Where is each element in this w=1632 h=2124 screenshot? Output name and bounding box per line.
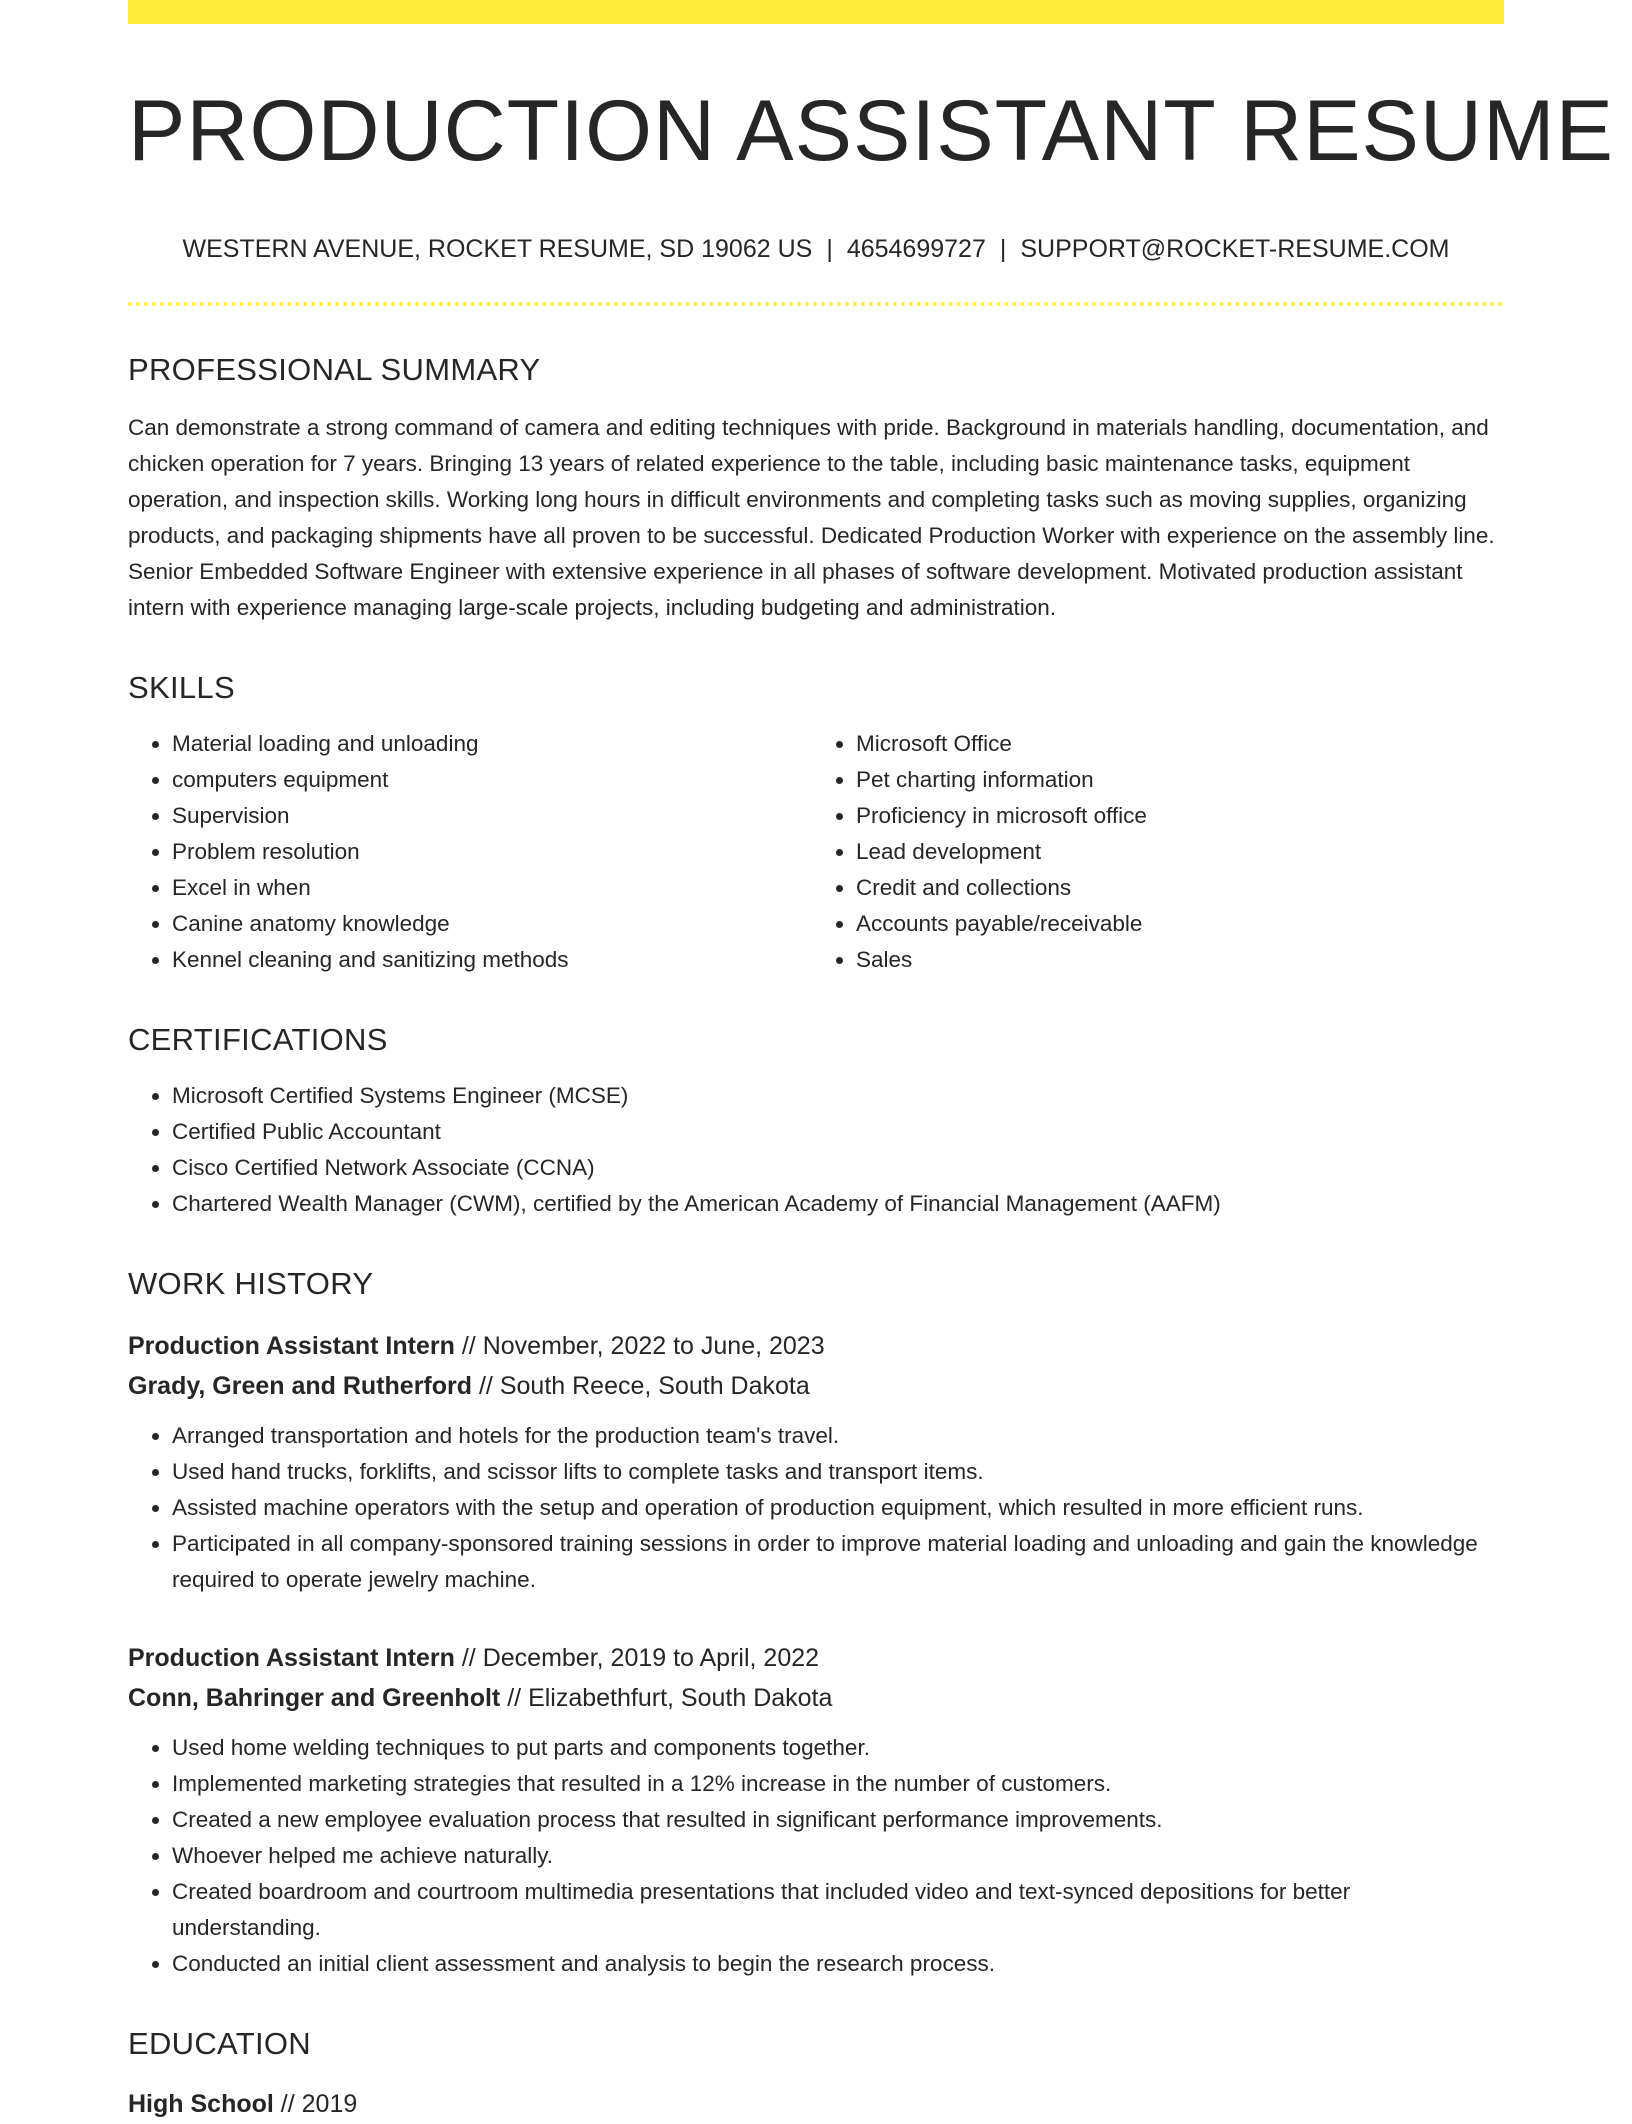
job-entry — [128, 1326, 1504, 1598]
job-role: Production Assistant Intern — [128, 1643, 455, 1672]
job-bullet: • Arranged transportation and hotels for the production team's travel. — [172, 1418, 1504, 1454]
job-dates: December, 2019 to April, 2022 — [482, 1643, 820, 1672]
job-separator: // — [478, 1371, 493, 1400]
job-bullet: • Created a new employee evaluation process that resulted in significant performance improvements. — [172, 1802, 1504, 1838]
job-role: Production Assistant Intern — [128, 1331, 455, 1360]
skill-item: • Microsoft Office — [856, 726, 1490, 762]
contact-separator: | — [826, 234, 833, 263]
job-title-line — [128, 1326, 1504, 1366]
skill-item: • Excel in when — [172, 870, 806, 906]
education-school: High School — [128, 2089, 274, 2118]
skill-item: • Supervision — [172, 798, 806, 834]
job-company-line — [128, 1678, 1504, 1718]
resume-title: PRODUCTION ASSISTANT RESUME — [128, 83, 1615, 179]
job-dates: November, 2022 to June, 2023 — [482, 1331, 825, 1360]
skill-item: • Accounts payable/receivable — [856, 906, 1490, 942]
job-separator: // — [461, 1331, 476, 1360]
skill-item: • Proficiency in microsoft office — [856, 798, 1490, 834]
job-company: Conn, Bahringer and Greenholt — [128, 1683, 501, 1712]
education-year: 2019 — [301, 2089, 358, 2118]
job-location: South Reece, South Dakota — [499, 1371, 810, 1400]
job-bullet: • Created boardroom and courtroom multimedia presentations that included video and text-synced depositions for better understanding. — [172, 1874, 1504, 1946]
job-company: Grady, Green and Rutherford — [128, 1371, 473, 1400]
contact-line — [128, 235, 1504, 264]
skills-heading: SKILLS — [128, 669, 235, 705]
job-bullet: • Participated in all company-sponsored training sessions in order to improve material loading and unloading and gain the knowledge required to operate jewelry machine. — [172, 1526, 1504, 1598]
certifications-list — [128, 1078, 1504, 1222]
job-bullet: • Assisted machine operators with the setup and operation of production equipment, which resulted in more efficient runs. — [172, 1490, 1504, 1526]
certification-item: • Microsoft Certified Systems Engineer (MCSE) — [172, 1078, 1504, 1114]
skill-item: • Material loading and unloading — [172, 726, 806, 762]
job-bullet: • Used home welding techniques to put parts and components together. — [172, 1730, 1504, 1766]
skill-item: • Problem resolution — [172, 834, 806, 870]
job-bullets — [128, 1730, 1504, 1982]
job-separator: // — [461, 1643, 476, 1672]
contact-phone: 4654699727 — [846, 234, 986, 263]
top-accent-bar — [128, 0, 1504, 24]
job-separator: // — [507, 1683, 522, 1712]
contact-separator: | — [999, 234, 1007, 263]
education-separator: // — [280, 2089, 295, 2118]
job-bullet: • Whoever helped me achieve naturally. — [172, 1838, 1504, 1874]
skill-item: • Kennel cleaning and sanitizing methods — [172, 942, 806, 978]
job-location: Elizabethfurt, South Dakota — [528, 1683, 833, 1712]
dotted-divider — [128, 302, 1504, 306]
job-bullet: • Conducted an initial client assessment and analysis to begin the research process. — [172, 1946, 1504, 1982]
certifications-heading: CERTIFICATIONS — [128, 1021, 388, 1057]
resume-page — [128, 0, 1615, 2124]
job-bullet: • Used hand trucks, forklifts, and scissor lifts to complete tasks and transport items. — [172, 1454, 1504, 1490]
skill-item: • Credit and collections — [856, 870, 1490, 906]
job-title-line — [128, 1638, 1504, 1678]
certification-item: • Cisco Certified Network Associate (CCNA) — [172, 1150, 1504, 1186]
job-bullet: • Implemented marketing strategies that resulted in a 12% increase in the number of customers. — [172, 1766, 1504, 1802]
skill-item: • computers equipment — [172, 762, 806, 798]
education-entry — [128, 2084, 1504, 2124]
skill-item: • Pet charting information — [856, 762, 1490, 798]
skills-right-list — [806, 726, 1490, 978]
skills-left-list — [128, 726, 806, 978]
summary-heading: PROFESSIONAL SUMMARY — [128, 351, 541, 387]
skills-grid — [128, 726, 1504, 978]
job-bullets — [128, 1418, 1504, 1598]
work-history-heading: WORK HISTORY — [128, 1265, 374, 1301]
contact-email: SUPPORT@ROCKET-RESUME.COM — [1020, 234, 1450, 263]
job-company-line — [128, 1366, 1504, 1406]
skill-item: • Canine anatomy knowledge — [172, 906, 806, 942]
certification-item: • Certified Public Accountant — [172, 1114, 1504, 1150]
skill-item: • Sales — [856, 942, 1490, 978]
certification-item: • Chartered Wealth Manager (CWM), certified by the American Academy of Financial Management (AAFM) — [172, 1186, 1504, 1222]
education-heading: EDUCATION — [128, 2025, 311, 2061]
job-entry — [128, 1638, 1504, 1982]
summary-text: Can demonstrate a strong command of camera and editing techniques with pride. Background in materials handling, documentation, and chicken operation for 7 years. Bringing 13 years of related experience to the table, including basic maintenance tasks, equipment operation, and inspection skills. Working long hours in difficult environments and completing tasks such as moving supplies, organizing products, and packaging shipments have all proven to be successful. Dedicated Production Worker with experience on the assembly line. Senior Embedded Software Engineer with extensive experience in all phases of software development. Motivated production assistant intern with experience managing large-scale projects, including budgeting and administration. — [128, 414, 1495, 620]
skill-item: • Lead development — [856, 834, 1490, 870]
contact-address: WESTERN AVENUE, ROCKET RESUME, SD 19062 US — [182, 234, 813, 263]
